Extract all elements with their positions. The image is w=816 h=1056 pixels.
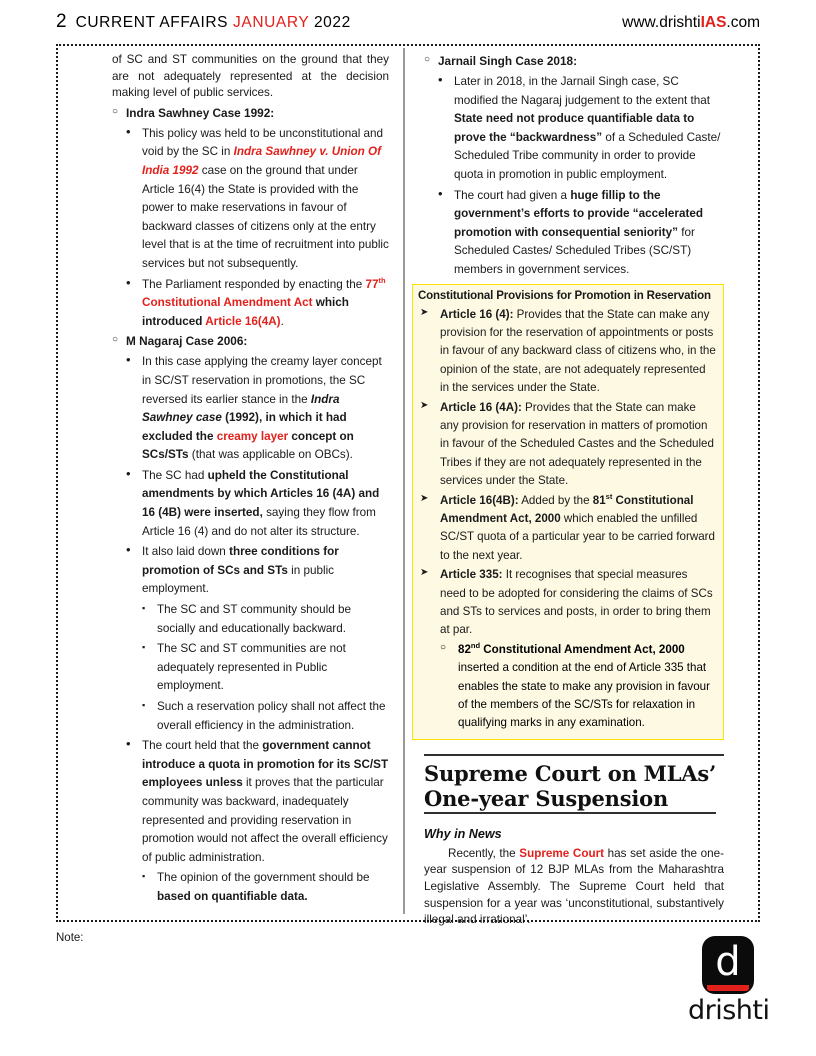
logo-wordmark: drishti	[688, 995, 770, 1026]
bullet-0-0-run-0: This policy was held to be unconstitutional and void by the SC in	[142, 126, 384, 159]
bullet-item-text	[142, 739, 388, 864]
bullet-0-1-run-0: The Parliament responded by enacting the	[142, 277, 366, 291]
section-heading-text: Indra Sawhney Case 1992:	[126, 105, 275, 120]
bullet-0-0-run-1: State need not produce quantifiable data to prove the “backwardness”	[454, 112, 695, 144]
bullet-0-1-run-6: .	[280, 314, 284, 328]
bullet-marker-icon: •	[126, 123, 131, 139]
bullet-1-2-run-0: It also laid down	[142, 545, 230, 559]
ybox-sub-3-0-run-0: 82	[458, 642, 471, 656]
bullet-0-1-run-4: which introduced	[142, 296, 349, 328]
bullet-1-3-run-2: it proves that the particular community was backward, inadequately represented and providing reservation in promotion would not affect the overall efficiency of public administration.	[142, 776, 388, 864]
ybox-1-run-0: Article 16 (4A):	[440, 400, 522, 414]
sub-bullet-item-text: The SC and ST community should be socially and educationally backward.	[157, 603, 352, 635]
arrow-bullet-icon: ➤	[420, 567, 429, 579]
bullet-item-text	[454, 75, 720, 181]
ybox-3-run-0: Article 335:	[440, 568, 503, 582]
ybox-0-run-1: Provides that the State can make any provision for the reservation of appointments or posts in favour of any backward class of citizens who, in the opinion of the state, are not adequately represented in the services under the State.	[440, 307, 716, 395]
why-body-run-1: Supreme Court	[519, 846, 605, 860]
ybox-2-run-1: Added by the	[518, 493, 593, 507]
ybox-2-run-3: st	[605, 491, 613, 501]
left-column	[56, 46, 397, 920]
constitutional-provisions-box	[412, 284, 724, 740]
bullet-marker-icon: ○	[112, 334, 119, 346]
bullet-marker-icon: ▪	[142, 603, 146, 614]
ybox-2-run-4: Constitutional Amendment Act, 2000	[440, 493, 694, 525]
bullet-item-text	[142, 275, 386, 328]
bullet-item	[126, 275, 389, 331]
bullet-1-0-run-2: creamy layer	[216, 429, 289, 443]
article-title-line1: Supreme Court on MLAs’	[424, 760, 717, 786]
bullet-1-0-run-3: concept on SCs/STs	[142, 429, 354, 462]
bullet-marker-icon: •	[126, 736, 131, 752]
highlight-box-item	[418, 491, 716, 565]
bullet-marker-icon: ▪	[142, 642, 146, 653]
bullet-item	[126, 466, 389, 540]
ybox-2-run-2: 81	[592, 493, 606, 507]
article-title	[424, 761, 716, 814]
drishti-logo-mark	[702, 936, 754, 994]
subbullet-1-3-0-run-1: based on quantifiable data.	[157, 889, 308, 903]
highlight-box-subitem-text	[458, 640, 710, 730]
bullet-item	[438, 72, 724, 184]
case-name-italic: Indra Sawhney case	[142, 392, 340, 425]
bullet-marker-icon: •	[438, 72, 443, 87]
bullet-0-0-run-2: of a Scheduled Caste/ Scheduled Tribe community in order to provide quota in promotion in public employment.	[454, 130, 721, 181]
website-url-accent: IAS	[700, 14, 727, 31]
two-column-layout	[56, 46, 760, 927]
header-left-group	[56, 12, 351, 32]
bullet-item	[126, 124, 389, 273]
article-title-line2: One-year Suspension	[424, 785, 669, 811]
bullet-1-1-run-2: saying they flow from Article 16 (4) and do not alter its structure.	[142, 506, 376, 538]
sub-bullet-item	[142, 639, 389, 695]
bullet-1-1-run-0: The SC had	[142, 468, 208, 482]
article-heading-block	[424, 754, 724, 814]
section-heading	[424, 52, 724, 70]
case-name-rest: (1992), in which it had excluded the	[142, 411, 347, 443]
page-title-year: 2022	[309, 14, 351, 31]
bullet-item-text	[454, 189, 703, 276]
ybox-3-run-1: It recognises that special measures need to be adopted for considering the claims of SCs and STs to services and posts, in order to bring them at par.	[440, 568, 713, 637]
bullet-item-text	[142, 469, 379, 538]
highlight-box-title: Constitutional Provisions for Promotion in Reservation	[418, 289, 711, 302]
logo-d-glyph: d	[715, 939, 741, 985]
sub-bullet-item-text: Such a reservation policy shall not affect the overall efficiency in the administration.	[157, 700, 386, 732]
bullet-1-3-run-0: The court held that the	[142, 739, 263, 753]
bullet-item	[126, 736, 389, 866]
bullet-1-2-run-1: three conditions for promotion of SCs and STs	[142, 545, 339, 577]
ybox-2-run-5: which enabled the unfilled SC/ST quota of a particular year to be carried forward to the next year.	[440, 512, 715, 562]
drishti-logo[interactable]	[688, 936, 768, 1026]
sub-bullet-item	[142, 697, 389, 734]
bullet-marker-icon: ○	[112, 105, 119, 117]
highlight-box-subitem	[440, 640, 716, 732]
page-title-main: CURRENT AFFAIRS	[75, 14, 234, 31]
ybox-0-run-0: Article 16 (4):	[440, 307, 514, 321]
bullet-marker-icon: •	[438, 185, 443, 201]
ybox-sub-3-0-run-3: inserted a condition at the end of Article 335 that enables the state to make any provision in favour of the members of the SC/STs for relaxation in qualifying marks in any examination.	[458, 661, 710, 730]
bullet-0-1-run-2: th	[378, 275, 386, 285]
bullet-1-3-run-1: government cannot introduce a quota in promotion for its SC/ST employees unless	[142, 739, 389, 790]
highlight-box-item-text	[440, 308, 716, 395]
bullet-0-0-run-2: case on the ground that under Article 16(4) the State is provided with the power to make reservations in favour of backward classes of citizens only at the entry level that is at the time of recruitment into public services but not subsequently.	[142, 163, 389, 270]
section-heading	[112, 104, 389, 122]
left-section-list	[112, 104, 389, 906]
bullet-marker-icon: •	[126, 352, 131, 368]
bullet-0-0-run-0: Later in 2018, in the Jarnail Singh case, SC modified the Nagaraj judgement to the extent that	[454, 75, 710, 107]
ybox-1-run-1: Provides that the State can make any provision for reservation in matters of promotion in favour of the Scheduled Castes and the Scheduled Tribes if they are not adequately represented in the services under the State.	[440, 400, 714, 488]
bullet-marker-icon: •	[126, 542, 131, 558]
section-heading-text: M Nagaraj Case 2006:	[126, 334, 248, 349]
bullet-0-1-run-2: for Scheduled Castes/ Scheduled Tribes (SC/ST) members in government services.	[454, 225, 695, 276]
bullet-item-text	[142, 127, 389, 270]
page-number: 2	[56, 11, 67, 32]
website-url-suffix: .com	[726, 14, 760, 31]
sub-bullet-item	[142, 600, 389, 637]
bullet-marker-icon: ▪	[142, 700, 146, 710]
highlight-box-item	[418, 305, 716, 397]
bullet-marker-icon: ▪	[142, 871, 146, 882]
circle-bullet-icon: ○	[440, 641, 447, 653]
highlight-box-list	[418, 305, 716, 732]
bullet-0-0-run-1: Indra Sawhney v. Union Of India 1992	[142, 145, 382, 177]
bullet-1-1-run-1: upheld the Constitutional amendments by which Articles 16 (4A) and 16 (4B) were inserted,	[142, 468, 380, 520]
arrow-bullet-icon: ➤	[420, 306, 429, 318]
website-url-prefix: www.drishti	[622, 14, 701, 31]
bullet-marker-icon: •	[126, 274, 131, 290]
right-column	[397, 46, 738, 927]
bullet-item	[126, 542, 389, 598]
highlight-box-item-text	[440, 568, 713, 636]
section-heading-text: Jarnail Singh Case 2018:	[438, 54, 578, 68]
bullet-0-1-run-5: Article 16(4A)	[205, 314, 281, 328]
note-label: Note:	[56, 932, 84, 944]
bullet-item-text	[142, 545, 339, 595]
highlight-box-item	[418, 565, 716, 639]
bullet-1-0-run-4: (that was applicable on OBCs).	[188, 448, 353, 462]
ybox-sub-3-0-run-1: nd	[470, 640, 481, 650]
subbullet-1-3-0-run-0: The opinion of the government should be	[157, 871, 370, 885]
section-heading	[112, 332, 389, 350]
highlight-box-item-text	[440, 491, 715, 562]
page-title-month: JANUARY	[233, 14, 310, 31]
page-header	[56, 12, 760, 38]
sub-bullet-item-text: The SC and ST communities are not adequately represented in Public employment.	[157, 642, 346, 693]
right-section-list	[424, 52, 724, 279]
bullet-0-1-run-1: 77	[365, 277, 379, 291]
bullet-0-1-run-0: The court had given a	[454, 188, 571, 202]
bullet-item	[438, 186, 724, 279]
website-url[interactable]	[622, 14, 760, 32]
bullet-0-1-run-1: huge fillip to the government’s efforts to provide “accelerated promotion with consequential seniority”	[454, 188, 703, 239]
ybox-2-run-0: Article 16(4B):	[440, 493, 519, 507]
arrow-bullet-icon: ➤	[420, 492, 429, 504]
why-body-run-0: Recently, the	[448, 846, 520, 860]
logo-red-bar	[707, 985, 749, 991]
bullet-marker-icon: ○	[424, 54, 431, 65]
highlight-box-item	[418, 398, 716, 490]
why-body-run-2: has set aside the one-year suspension of 12 BJP MLAs from the Maharashtra Legislative Assembly. The Supreme Court held that suspension for a year was ‘unconstitutional, substantively illegal and irrational’.	[424, 846, 724, 927]
bullet-item	[126, 352, 389, 464]
sub-bullet-item	[142, 868, 389, 905]
ybox-sub-3-0-run-2: Constitutional Amendment Act, 2000	[480, 642, 685, 656]
why-in-news-body	[424, 846, 724, 929]
arrow-bullet-icon: ➤	[420, 399, 429, 411]
bullet-0-1-run-3: Constitutional Amendment Act	[142, 296, 313, 310]
bullet-item-text	[142, 355, 382, 461]
why-in-news-heading: Why in News	[424, 826, 502, 841]
bullet-1-2-run-2: in public employment.	[142, 563, 335, 596]
bullet-marker-icon: •	[126, 465, 131, 481]
continued-paragraph: of SC and ST communities on the ground that they are not adequately represented at the decision making level of public services.	[112, 53, 389, 100]
page-title	[76, 14, 351, 32]
highlight-box-item-text	[440, 401, 714, 488]
sub-bullet-item-text	[157, 871, 369, 903]
bullet-1-0-run-0: In this case applying the creamy layer concept in SC/ST reservation in promotions, the SC reversed its earlier stance in the	[142, 355, 382, 406]
